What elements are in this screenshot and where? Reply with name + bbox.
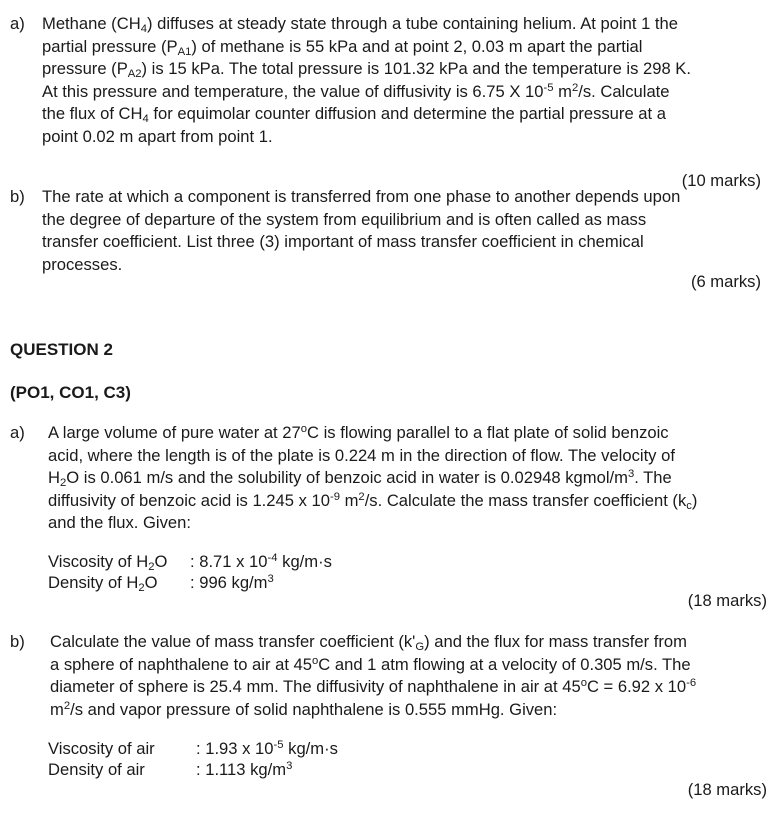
q1a-line: Methane $(CH_4)$ diffuses at steady state through a tube containing helium. At point 1 the bbox=[42, 14, 678, 36]
q2b-label: b) bbox=[10, 632, 25, 651]
q2b-line: diameter of sphere is 25.4 mm. The diffusivity of naphthalene in air at $45^oC = 6.92$ x $10^{-6}$ bbox=[50, 677, 697, 696]
q2b-marks: (18 marks) bbox=[687, 780, 767, 799]
q2b-line: a sphere of naphthalene to air at 45$^o$C and 1 atm flowing at a velocity of 0.305 m/s. The bbox=[50, 654, 691, 674]
q2b-line: $m^2/s$ and vapor pressure of solid naphthalene is 0.555 mmHg. Given: bbox=[50, 699, 558, 719]
q1b-line: transfer coefficient. List three (3) important of mass transfer coefficient in chemical bbox=[42, 232, 644, 251]
q1b-marks: (6 marks) bbox=[690, 272, 761, 291]
q2a-marks: (18 marks) bbox=[687, 591, 767, 610]
q2a-line: diffusivity of benzoic acid is 1.245 x $10^{-9}$ $m^2/s$. Calculate the mass transfer coefficient $(k_c)$ bbox=[48, 490, 698, 512]
q2a-given bbox=[48, 551, 332, 593]
q1a-marks: (10 marks) bbox=[681, 171, 761, 190]
given-viscosity-water: Viscosity of $H_2O$ : 8.71 x $10^{-4}$ kg/m·s bbox=[48, 552, 332, 574]
given-density-water: Density of $H_2O$ : 996 $kg/m^3$ bbox=[48, 573, 274, 595]
q1a-line: At this pressure and temperature, the value of diffusivity is 6.75 X $10^{-5}$ $m^2/s$. Calculate bbox=[42, 81, 670, 101]
q2a-line: $H_2O$ is 0.061 m/s and the solubility of benzoic acid in water is 0.02948 kgmol/$m^3$. The bbox=[48, 468, 672, 490]
q1a-line: partial pressure $(P_{A1})$ of methane is 55 kPa and at point 2, 0.03 m apart the partial bbox=[42, 36, 643, 58]
q1b-line: processes. bbox=[42, 254, 123, 274]
given-density-air: Density of air : 1.113 $kg/m^3$ bbox=[48, 760, 293, 779]
question-2-heading: QUESTION 2 bbox=[10, 340, 113, 359]
q1a-label: a) bbox=[10, 14, 25, 33]
q1a-text bbox=[42, 13, 766, 148]
given-viscosity-air: Viscosity of air : 1.93 x $10^{-5}$ kg/m·s bbox=[48, 739, 338, 758]
q1a-line: point 0.02 m apart from point 1. bbox=[42, 126, 273, 146]
q2a-line: A large volume of pure water at 27$^o$C is flowing parallel to a flat plate of solid benzoic bbox=[48, 423, 669, 442]
q1b-line: The rate at which a component is transferred from one phase to another depends upon bbox=[42, 187, 681, 206]
q1b-line: the degree of departure of the system from equilibrium and is often called as mass bbox=[42, 209, 647, 229]
q1b-label: b) bbox=[10, 187, 25, 206]
q1a-line: the flux of $CH_4$ for equimolar counter diffusion and determine the partial pressure at a bbox=[42, 104, 666, 126]
q2b-line: Calculate the value of mass transfer coefficient $(k'_G)$ and the flux for mass transfer from bbox=[50, 632, 687, 654]
q2a-line: acid, where the length is of the plate is 0.224 m in the direction of flow. The velocity of bbox=[48, 445, 675, 465]
q2a-text bbox=[48, 422, 766, 535]
q2a-line: and the flux. Given: bbox=[48, 513, 191, 532]
course-outcomes: (PO1, CO1, C3) bbox=[10, 383, 131, 402]
q2b-given bbox=[48, 738, 338, 780]
q1a-line: pressure $(P_{A2})$ is 15 kPa. The total pressure is 101.32 kPa and the temperature is 298 K. bbox=[42, 59, 691, 81]
q1b-text bbox=[42, 186, 766, 276]
q2b-text bbox=[50, 631, 766, 721]
q2a-label: a) bbox=[10, 423, 25, 442]
